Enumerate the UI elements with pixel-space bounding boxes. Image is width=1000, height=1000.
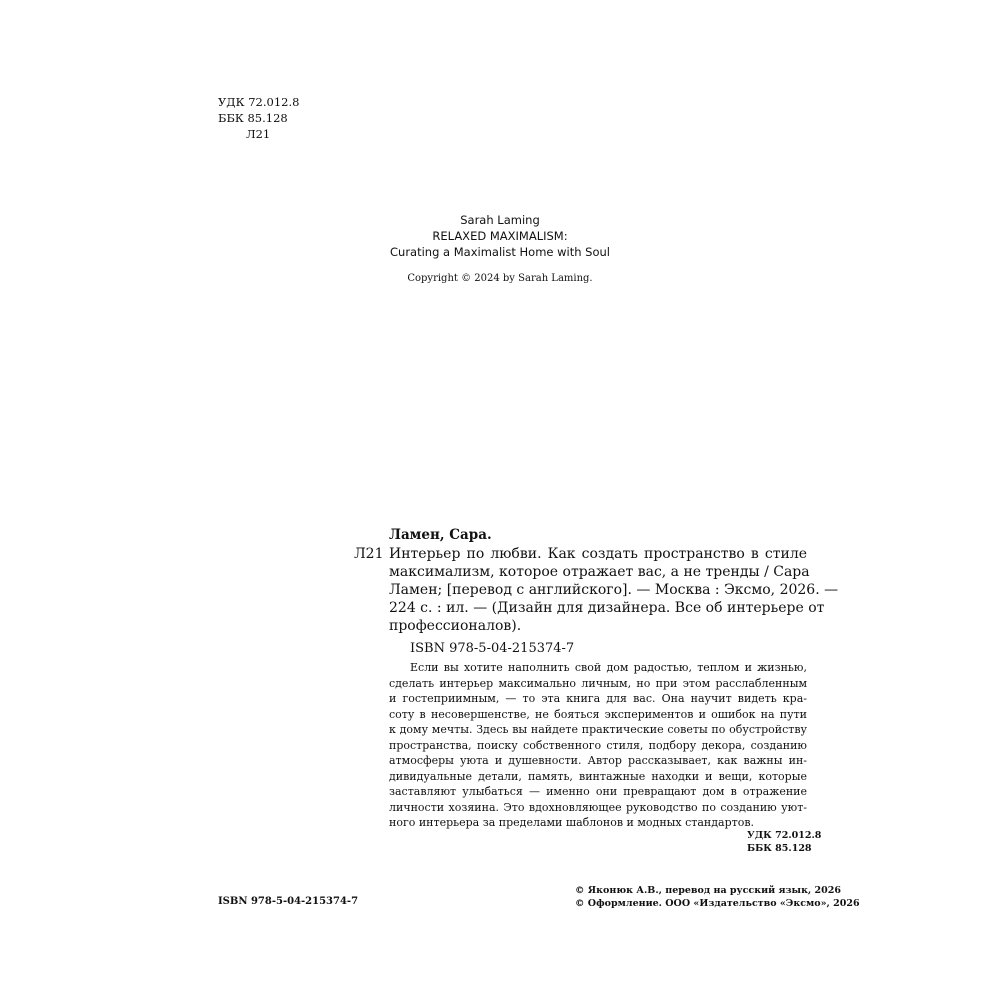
footer-isbn: ISBN 978-5-04-215374-7	[218, 896, 359, 907]
annotation-line: заставляют улыбаться — именно они превращают дом в отражение	[389, 785, 807, 798]
udk-code-bottom: УДК 72.012.8	[747, 830, 822, 841]
record-call-code: Л21	[354, 546, 384, 562]
original-author: Sarah Laming	[460, 213, 540, 227]
annotation-line: ного интерьера за пределами шаблонов и модных стандартов.	[389, 816, 755, 829]
original-title: RELAXED MAXIMALISM:	[432, 229, 568, 243]
original-edition-block	[370, 212, 630, 260]
original-copyright: Copyright © 2024 by Sarah Laming.	[407, 273, 593, 284]
design-credit: © Оформление. ООО «Издательство «Эксмо», 2026	[575, 898, 860, 909]
annotation-line: пространства, поиску собственного стиля, подбору декора, созданию	[389, 738, 807, 752]
annotation-line: и гостеприимным, — то эта книга для вас. Она научит видеть кра-	[389, 692, 807, 705]
bbk-code-bottom: ББК 85.128	[747, 843, 812, 854]
description-line: профессионалов).	[389, 618, 522, 634]
record-isbn: ISBN 978-5-04-215374-7	[410, 641, 575, 656]
description-line: Ламен; [перевод с английского]. — Москва : Эксмо, 2026. —	[389, 582, 839, 598]
classification-codes	[218, 94, 299, 142]
author-mark: Л21	[246, 127, 271, 141]
annotation	[389, 660, 807, 831]
annotation-line: атмосферы уюта и душевности. Автор рассказывает, как важны ин-	[389, 754, 807, 767]
annotation-line: сделать интерьер максимально личным, но при этом расслабленным	[389, 676, 807, 690]
description-line: 224 с. : ил. — (Дизайн для дизайнера. Все об интерьере от	[389, 600, 825, 616]
footer-credits	[575, 884, 860, 910]
udk-code: УДК 72.012.8	[218, 95, 300, 109]
annotation-line: Если вы хотите наполнить свой дом радостью, теплом и жизнью,	[410, 661, 807, 674]
description-line: максимализм, которое отражает вас, а не тренды / Сара	[389, 564, 810, 580]
record-author-heading: Ламен, Сара.	[389, 527, 492, 543]
annotation-line: дивидуальные детали, память, винтажные находки и вещи, которые	[389, 769, 807, 783]
description-line: Интерьер по любви. Как создать пространство в стиле	[389, 546, 807, 562]
translation-credit: © Яконюк А.В., перевод на русский язык, 2026	[575, 885, 841, 896]
bottom-classification-codes	[747, 829, 821, 855]
annotation-line: к дому мечты. Здесь вы найдете практические советы по обустройству	[389, 723, 807, 736]
bbk-code: ББК 85.128	[218, 111, 288, 125]
annotation-line: соту в несовершенстве, не бояться экспериментов и ошибок на пути	[389, 707, 807, 721]
record-description	[389, 545, 839, 635]
annotation-line: личности хозяина. Это вдохновляющее руководство по созданию уют-	[389, 800, 807, 814]
original-subtitle: Curating a Maximalist Home with Soul	[390, 245, 610, 259]
